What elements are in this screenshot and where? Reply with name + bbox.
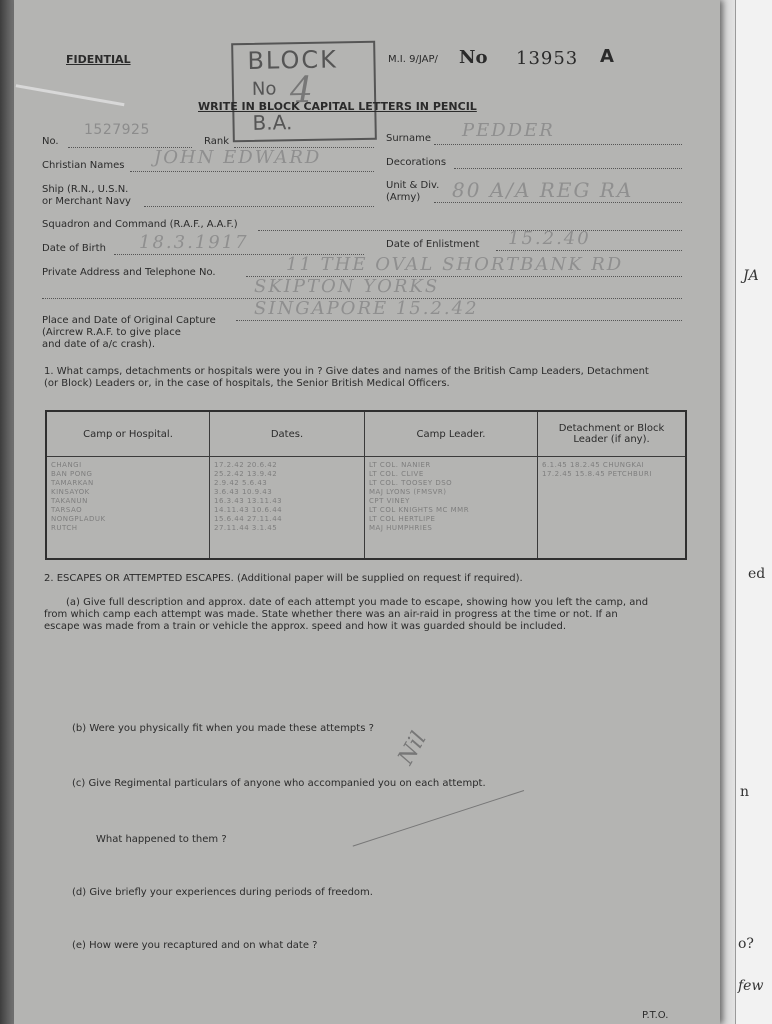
table-cell: 2.9.42 5.6.43 xyxy=(214,479,268,487)
form-number: 13953 xyxy=(516,48,579,69)
unit-label: (Army) xyxy=(386,192,421,203)
table-header: Camp or Hospital. xyxy=(46,411,210,457)
table-cell: KINSAYOK xyxy=(51,488,90,496)
form-suffix: A xyxy=(600,46,614,67)
table-cell: 17.2.45 15.8.45 PETCHBURI xyxy=(542,470,652,478)
table-header: Camp Leader. xyxy=(365,411,538,457)
table-cell: MAJ HUMPHRIES xyxy=(369,524,433,532)
table-cell: BAN PONG xyxy=(51,470,93,478)
decorations-label: Decorations xyxy=(386,157,447,168)
table-cell: NONGPLADUK xyxy=(51,515,106,523)
table-cell: LT COL KNIGHTS MC MMR xyxy=(369,506,470,514)
enlistment-label: Date of Enlistment xyxy=(386,239,480,250)
question-2a: escape was made from a train or vehicle the approx. speed and how it was guarded should be included. xyxy=(44,621,567,632)
question-2c: (c) Give Regimental particulars of anyone who accompanied you on each attempt. xyxy=(72,778,486,789)
dates-column xyxy=(210,457,365,560)
block-stamp xyxy=(231,41,377,142)
table-cell: 27.11.44 3.1.45 xyxy=(214,524,278,532)
table-header: Detachment or Block Leader (if any). xyxy=(538,411,687,457)
table-cell: 25.2.42 13.9.42 xyxy=(214,470,278,478)
nil-mark: Nil xyxy=(393,727,432,770)
capture-label: (Aircrew R.A.F. to give place xyxy=(42,327,181,338)
stamp-text: BLOCK xyxy=(247,45,339,75)
pto-label: P.T.O. xyxy=(642,1010,669,1021)
question-1: 1. What camps, detachments or hospitals were you in ? Give dates and names of the British Camp Leaders, Detachment xyxy=(44,366,649,377)
table-cell: TAMARKAN xyxy=(51,479,94,487)
enlistment-value: 15.2.40 xyxy=(508,228,591,249)
capture-label: and date of a/c crash). xyxy=(42,339,156,350)
side-text: ed xyxy=(748,566,766,582)
table-cell: TAKANUN xyxy=(51,497,88,505)
question-2-title: 2. ESCAPES OR ATTEMPTED ESCAPES. (Additional paper will be supplied on request if required). xyxy=(44,573,523,584)
table-cell: RUTCH xyxy=(51,524,78,532)
address-line-1: 11 THE OVAL SHORTBANK RD xyxy=(286,254,624,275)
question-2c-sub: What happened to them ? xyxy=(96,834,227,845)
table-cell: 16.3.43 13.11.43 xyxy=(214,497,283,505)
block-leader-column xyxy=(538,457,687,560)
stamp-text: No xyxy=(251,78,277,100)
questionnaire-form xyxy=(14,0,720,1024)
surname-value: PEDDER xyxy=(462,120,555,141)
question-2a: from which camp each attempt was made. State whether there was an air-raid in progress at the time or not. If an xyxy=(44,609,618,620)
question-2b: (b) Were you physically fit when you made these attempts ? xyxy=(72,723,374,734)
rank-label: Rank xyxy=(204,136,229,147)
underlying-page xyxy=(735,0,772,1024)
capture-value: SINGAPORE 15.2.42 xyxy=(254,298,479,319)
number-label: No xyxy=(459,47,488,68)
capture-label: Place and Date of Original Capture xyxy=(42,315,216,326)
table-cell: LT COL. TOOSEY DSO xyxy=(369,479,453,487)
ship-label: or Merchant Navy xyxy=(42,196,131,207)
camp-column xyxy=(46,457,210,560)
table-cell: 3.6.43 10.9.43 xyxy=(214,488,273,496)
table-cell: 14.11.43 10.6.44 xyxy=(214,506,283,514)
table-cell: LT COL. CLIVE xyxy=(369,470,424,478)
table-cell: LT COL. NANIER xyxy=(369,461,431,469)
leader-column xyxy=(365,457,538,560)
table-cell: 17.2.42 20.6.42 xyxy=(214,461,278,469)
ship-label: Ship (R.N., U.S.N. xyxy=(42,184,129,195)
side-text: n xyxy=(740,784,750,800)
strike-line xyxy=(353,790,524,847)
question-2d: (d) Give briefly your experiences during periods of freedom. xyxy=(72,887,373,898)
unit-value: 80 A/A REG RA xyxy=(452,178,634,202)
camps-table xyxy=(45,410,687,560)
dob-value: 18.3.1917 xyxy=(139,232,249,253)
side-text: JA xyxy=(743,268,759,284)
table-cell: CPT VINEY xyxy=(369,497,410,505)
address-line-2: SKIPTON YORKS xyxy=(254,276,440,297)
christian-names-label: Christian Names xyxy=(42,160,125,171)
question-2e: (e) How were you recaptured and on what date ? xyxy=(72,940,318,951)
table-cell: TARSAO xyxy=(51,506,83,514)
christian-names-value: JOHN EDWARD xyxy=(154,147,322,168)
table-cell: 6.1.45 18.2.45 CHUNGKAI xyxy=(542,461,645,469)
stamp-text: B.A. xyxy=(252,110,293,135)
side-text: few xyxy=(738,978,764,994)
mi-reference: M.I. 9/JAP/ xyxy=(388,54,438,65)
unit-label: Unit & Div. xyxy=(386,180,440,191)
surname-label: Surname xyxy=(386,133,431,144)
table-cell: CHANGI xyxy=(51,461,82,469)
confidential-label: FIDENTIAL xyxy=(66,53,131,66)
stamp-digit: 4 xyxy=(289,69,314,112)
address-label: Private Address and Telephone No. xyxy=(42,267,216,278)
question-2a: (a) Give full description and approx. date of each attempt you made to escape, showing how you left the camp, and xyxy=(66,597,649,608)
table-header: Dates. xyxy=(210,411,365,457)
table-cell: LT COL HERTLIPE xyxy=(369,515,436,523)
question-1: (or Block) Leaders or, in the case of hospitals, the Senior British Medical Officers. xyxy=(44,378,450,389)
table-cell: MAJ LYONS (FMSVR) xyxy=(369,488,447,496)
no-label: No. xyxy=(42,136,59,147)
instruction-heading: WRITE IN BLOCK CAPITAL LETTERS IN PENCIL xyxy=(198,100,477,113)
side-text: o? xyxy=(738,936,754,952)
table-cell: 15.6.44 27.11.44 xyxy=(214,515,283,523)
service-number: 1527925 xyxy=(84,122,150,138)
squadron-label: Squadron and Command (R.A.F., A.A.F.) xyxy=(42,219,238,230)
dob-label: Date of Birth xyxy=(42,243,106,254)
